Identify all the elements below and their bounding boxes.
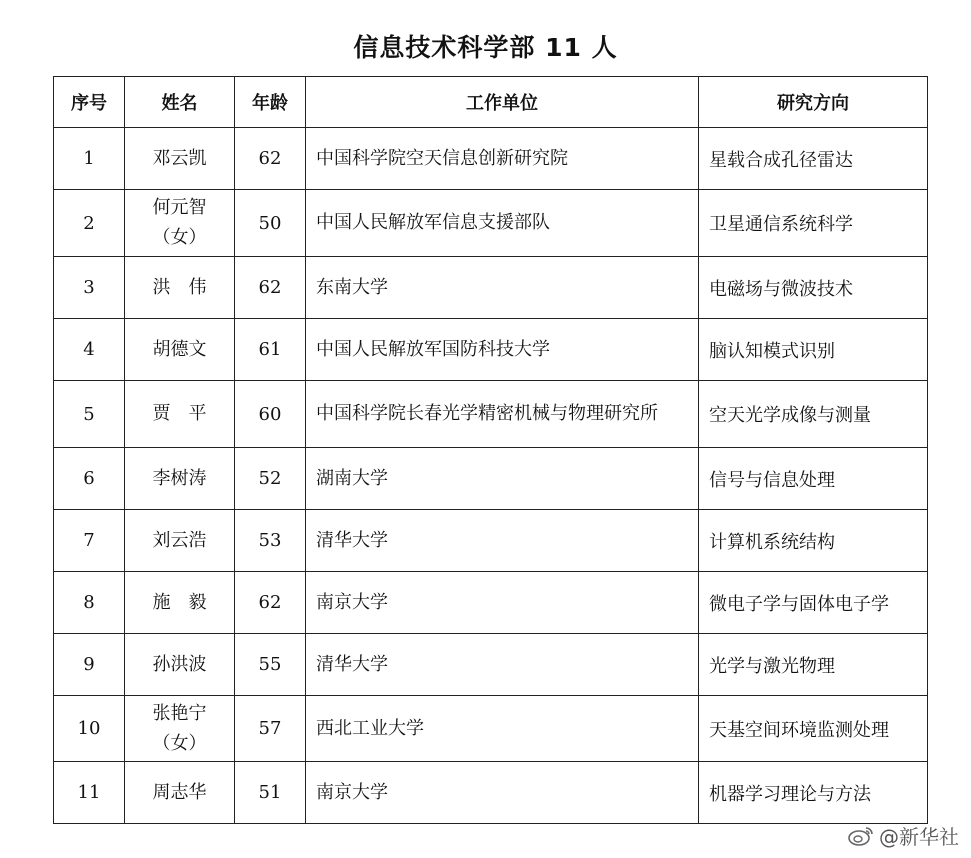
cell-no: 3 [54, 257, 125, 319]
page-title: 信息技术科学部 11 人 [353, 33, 618, 62]
name-part: 何元智 [152, 197, 207, 218]
cell-name [125, 319, 235, 381]
name-part: 刘云浩 [152, 529, 207, 551]
header-no: 序号 [54, 77, 125, 128]
cell-unit: 中国人民解放军信息支援部队 [306, 190, 699, 257]
cell-field: 卫星通信系统科学 [699, 190, 928, 257]
cell-no: 11 [54, 762, 125, 824]
cell-name [125, 572, 235, 634]
table-row [54, 572, 928, 634]
cell-field: 天基空间环境监测处理 [699, 696, 928, 762]
cell-age: 55 [235, 634, 306, 696]
cell-no: 7 [54, 510, 125, 572]
cell-field: 机器学习理论与方法 [699, 762, 928, 824]
table-row [54, 696, 928, 762]
cell-unit: 中国科学院空天信息创新研究院 [306, 128, 699, 190]
cell-age: 51 [235, 762, 306, 824]
name-part: 李树涛 [152, 467, 207, 489]
name-part: 胡德文 [152, 338, 207, 360]
cell-age: 60 [235, 381, 306, 448]
cell-unit: 南京大学 [306, 572, 699, 634]
header-unit: 工作单位 [306, 77, 699, 128]
cell-unit: 中国人民解放军国防科技大学 [306, 319, 699, 381]
table-row [54, 319, 928, 381]
cell-age: 50 [235, 190, 306, 257]
name-part: 邓云凯 [152, 147, 207, 169]
cell-name [125, 257, 235, 319]
table-row [54, 190, 928, 257]
name-part: 贾 平 [152, 403, 207, 424]
cell-field: 空天光学成像与测量 [699, 381, 928, 448]
cell-no: 6 [54, 448, 125, 510]
watermark-text: @新华社 [879, 825, 959, 849]
cell-age: 57 [235, 696, 306, 762]
name-part: （女） [152, 732, 207, 754]
cell-unit: 清华大学 [306, 510, 699, 572]
cell-name [125, 128, 235, 190]
cell-field: 脑认知模式识别 [699, 319, 928, 381]
academician-table [53, 76, 928, 824]
cell-field: 星载合成孔径雷达 [699, 128, 928, 190]
table-header-row [54, 77, 928, 128]
cell-field: 电磁场与微波技术 [699, 257, 928, 319]
table-row [54, 381, 928, 448]
name-part: 施 毅 [152, 591, 207, 613]
name-part: （女） [152, 227, 207, 248]
table-row [54, 448, 928, 510]
name-part: 周志华 [152, 781, 207, 803]
cell-no: 8 [54, 572, 125, 634]
cell-age: 61 [235, 319, 306, 381]
cell-age: 62 [235, 257, 306, 319]
cell-field: 光学与激光物理 [699, 634, 928, 696]
header-field: 研究方向 [699, 77, 928, 128]
weibo-logo-icon [847, 825, 875, 847]
cell-name [125, 634, 235, 696]
cell-field: 计算机系统结构 [699, 510, 928, 572]
table-row [54, 634, 928, 696]
table-row [54, 128, 928, 190]
table-row [54, 510, 928, 572]
table-row [54, 257, 928, 319]
cell-age: 52 [235, 448, 306, 510]
name-part: 洪 伟 [152, 276, 207, 298]
cell-unit: 南京大学 [306, 762, 699, 824]
cell-age: 62 [235, 572, 306, 634]
table-row [54, 762, 928, 824]
cell-unit: 清华大学 [306, 634, 699, 696]
cell-unit: 中国科学院长春光学精密机械与物理研究所 [306, 381, 699, 448]
cell-no: 4 [54, 319, 125, 381]
name-part: 张艳宁 [152, 702, 207, 724]
cell-age: 62 [235, 128, 306, 190]
cell-no: 1 [54, 128, 125, 190]
header-name: 姓名 [125, 77, 235, 128]
table-body [54, 128, 928, 824]
cell-unit: 西北工业大学 [306, 696, 699, 762]
cell-no: 9 [54, 634, 125, 696]
cell-name [125, 190, 235, 257]
watermark [847, 821, 959, 850]
cell-name [125, 762, 235, 824]
cell-no: 10 [54, 696, 125, 762]
cell-unit: 东南大学 [306, 257, 699, 319]
cell-name [125, 448, 235, 510]
cell-no: 2 [54, 190, 125, 257]
cell-name [125, 510, 235, 572]
cell-no: 5 [54, 381, 125, 448]
cell-field: 微电子学与固体电子学 [699, 572, 928, 634]
name-part: 孙洪波 [152, 653, 207, 675]
cell-field: 信号与信息处理 [699, 448, 928, 510]
cell-unit: 湖南大学 [306, 448, 699, 510]
cell-name [125, 696, 235, 762]
cell-age: 53 [235, 510, 306, 572]
header-age: 年龄 [235, 77, 306, 128]
cell-name [125, 381, 235, 448]
